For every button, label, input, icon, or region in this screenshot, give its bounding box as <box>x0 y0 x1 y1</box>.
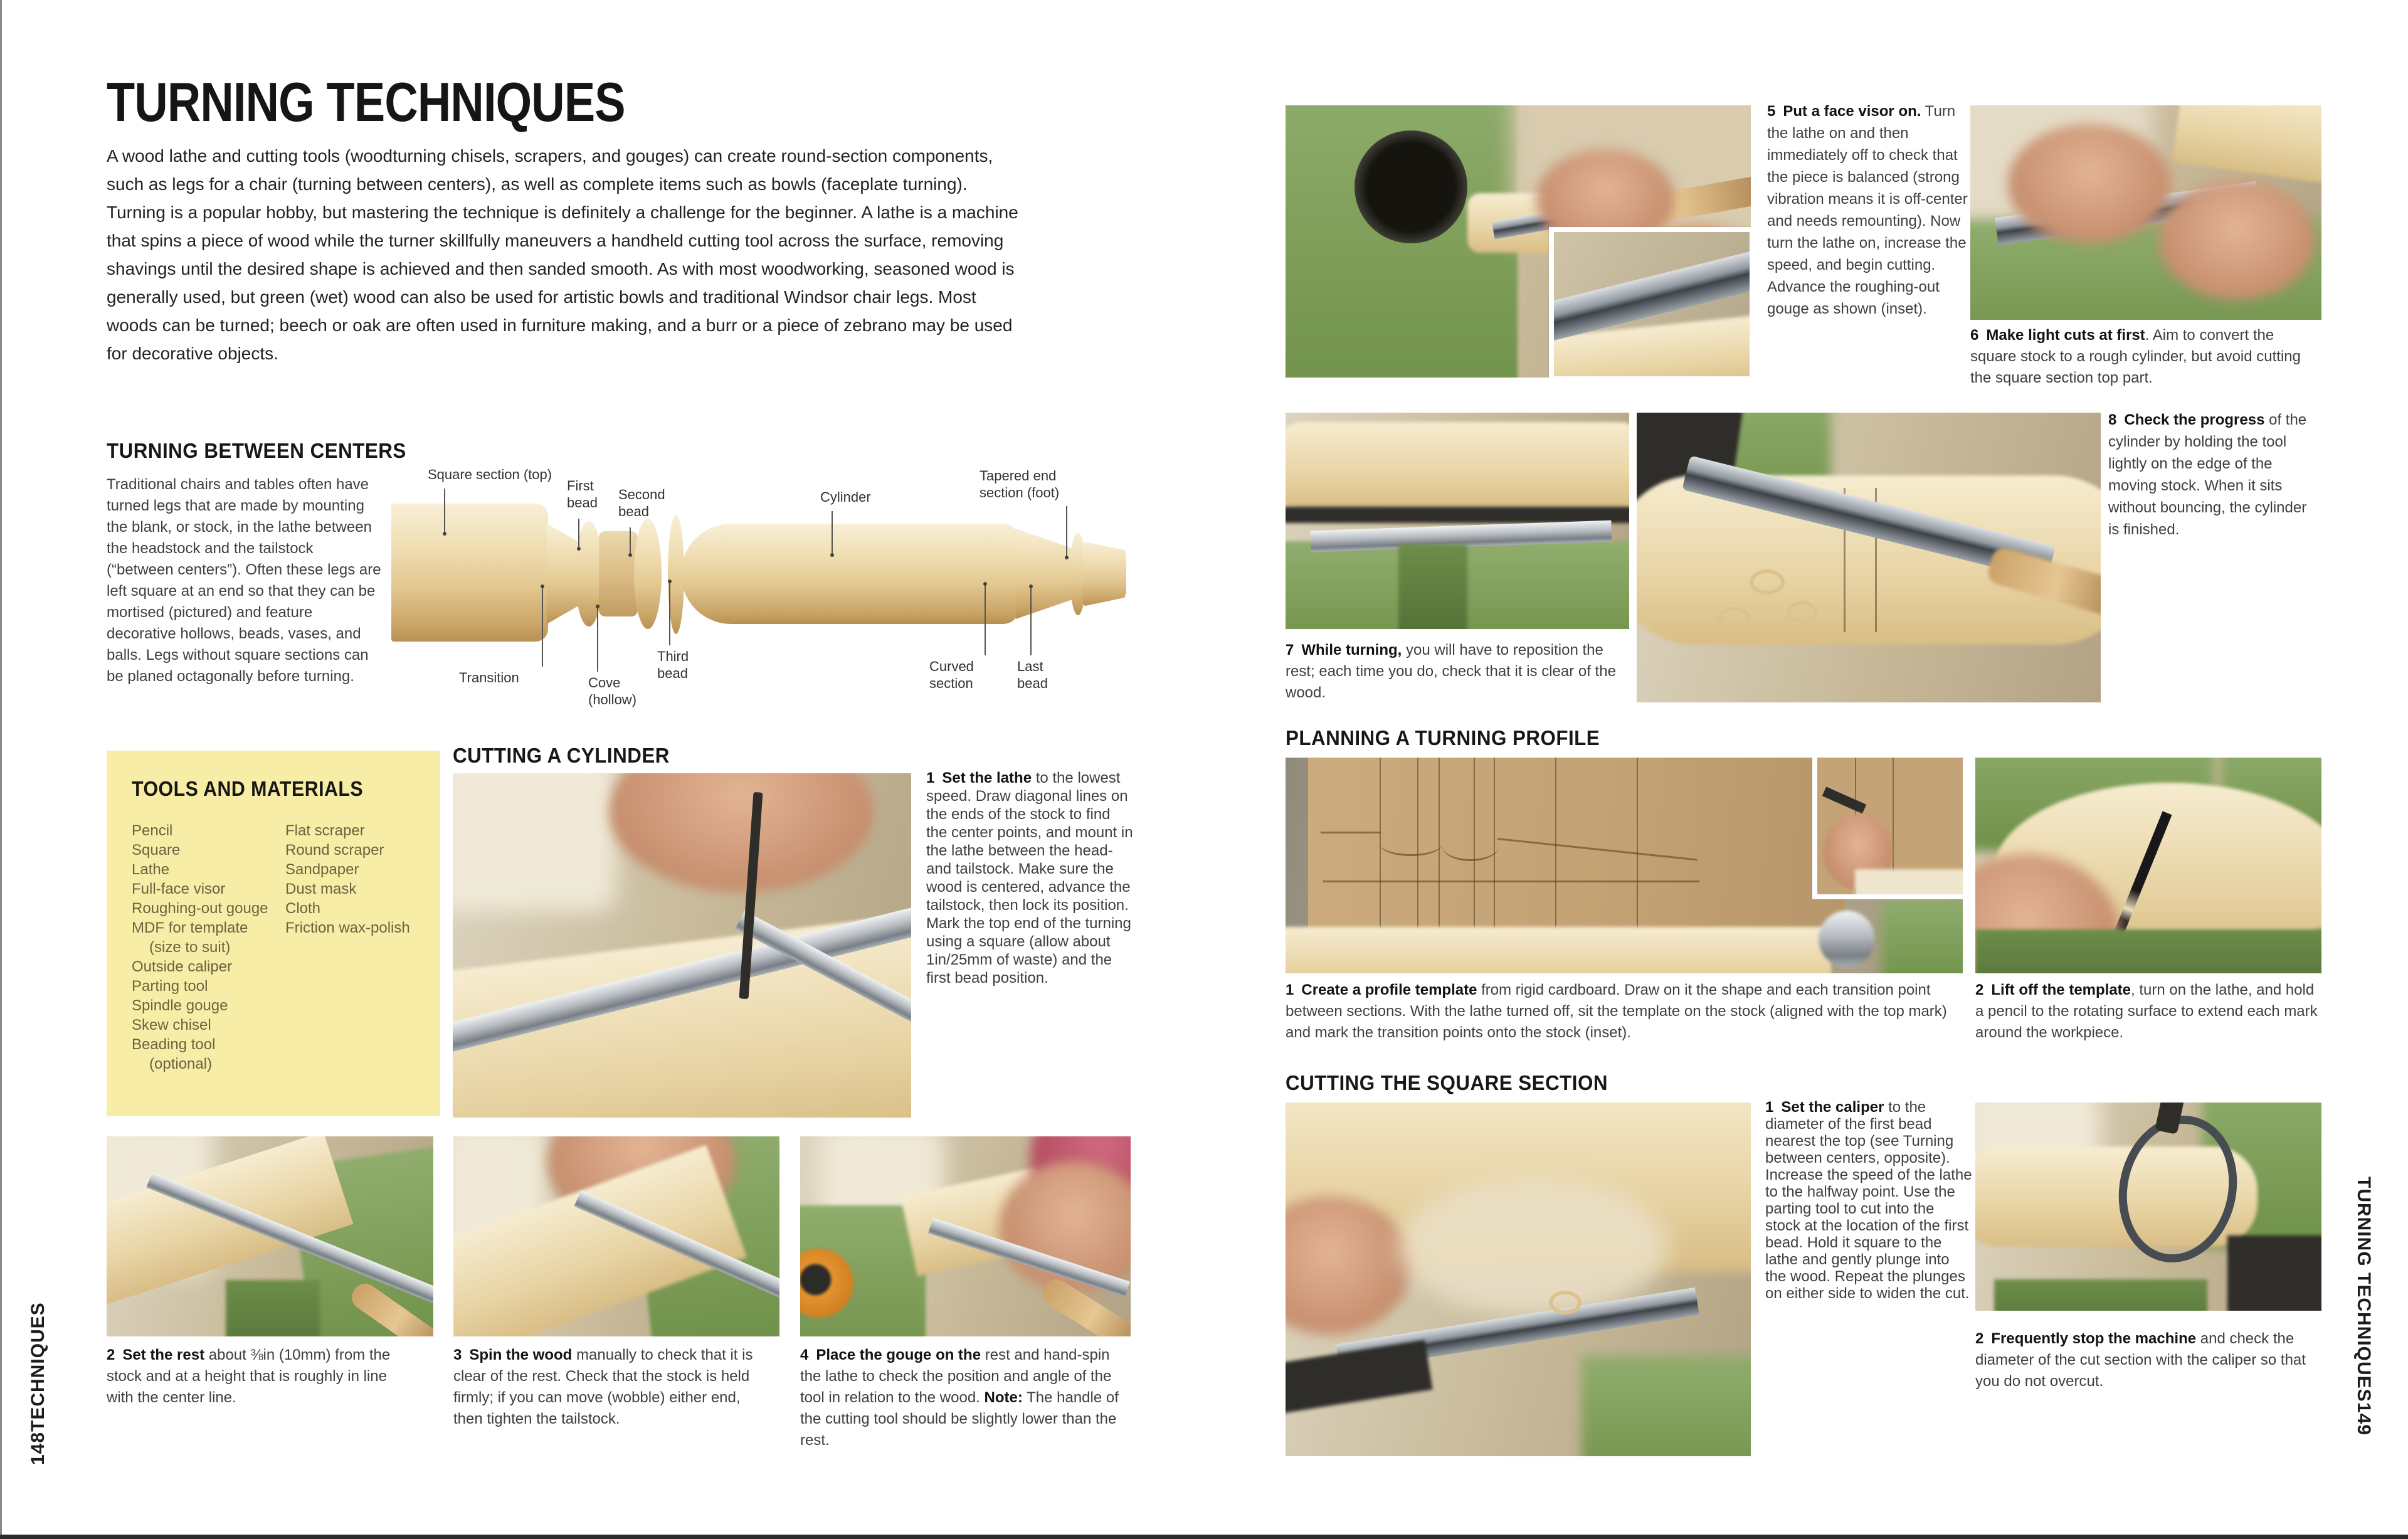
footer-section-label: TECHNIQUES <box>28 1302 48 1432</box>
step-number: 5 <box>1767 103 1776 120</box>
photo-shape-profile <box>1442 832 1499 861</box>
step-lead: While turning, <box>1301 642 1402 658</box>
step-lead: Place the gouge on the <box>816 1346 981 1363</box>
photo-shape-profile <box>1321 832 1381 833</box>
label-square-section: Square section (top) <box>428 467 552 482</box>
photo-reposition-rest <box>1286 413 1629 629</box>
note-text: The handle of the cutting tool should be slightly lower than the rest. <box>800 1389 1119 1449</box>
step-lead: Check the progress <box>2124 411 2265 428</box>
heading-cutting-a-cylinder: CUTTING A CYLINDER <box>453 744 670 767</box>
photo-shape-shaving <box>1718 607 1751 631</box>
intro-paragraph: A wood lathe and cutting tools (woodturning chisels, scrapers, and gouges) can create round-section components, such as legs for a chair (turning between centers), as well as complete items such as bowls (faceplate turning). Turning is a popular hobby, but mastering the technique is definitely a challenge for the beginner. A lathe is a machine that spins a piece of wood while the turner skillfully maneuvers a handheld cutting tool across the surface, removing shavings until the desired shape is achieved and then sanded smooth. As with most woodworking, seasoned wood is generally used, but green (wet) wood can also be used for artistic bowls and traditional Windsor chair legs. Most woods can be turned; beech or oak are often used in furniture making, and a burr or a piece of zebrano may be used for decorative objects. <box>107 146 1018 363</box>
leg-second-bead <box>634 519 662 629</box>
tool-item: (size to suit) <box>149 939 231 956</box>
tool-item: Sandpaper <box>285 861 359 878</box>
label-curved-section: Curved section <box>929 658 974 691</box>
tool-item: Outside caliper <box>132 958 233 975</box>
step-1-set-the-caliper <box>1765 1099 1972 1302</box>
step-number: 3 <box>453 1346 462 1363</box>
leader-line <box>597 606 598 672</box>
step-number: 1 <box>926 770 935 786</box>
photo-profile-template <box>1286 758 1963 973</box>
photo-face-visor-inset <box>1549 227 1751 378</box>
step-5-put-a-face-visor-on <box>1767 100 1972 320</box>
tool-item: Spindle gouge <box>132 997 228 1014</box>
photo-shape <box>1975 929 2321 973</box>
leader-line <box>630 527 631 555</box>
step-lead: Spin the wood <box>469 1346 573 1363</box>
photo-light-cuts <box>1970 105 2321 320</box>
photo-shape <box>1286 927 1831 973</box>
tool-item: Pencil <box>132 822 173 839</box>
tool-item: Parting tool <box>132 978 208 995</box>
leader-line <box>578 519 579 549</box>
tool-item: Square <box>132 842 181 859</box>
photo-shape <box>226 1280 320 1336</box>
caption-planning-step-1 <box>1286 980 1964 1044</box>
photo-profile-template-inset <box>1812 758 1963 899</box>
photo-shape <box>1819 911 1875 967</box>
footer-left <box>28 1269 49 1465</box>
photo-shape <box>1398 544 1467 629</box>
photo-shape-shaving <box>1549 1291 1582 1314</box>
caption-square-step-2 <box>1975 1328 2321 1392</box>
step-number: 8 <box>2108 411 2117 428</box>
leader-line <box>542 586 543 667</box>
label-cylinder: Cylinder <box>820 489 871 505</box>
photo-set-rest <box>107 1136 433 1336</box>
photo-shape-shaving <box>1787 601 1817 623</box>
leader-line <box>444 489 445 534</box>
step-lead: Set the rest <box>122 1346 205 1363</box>
label-third-bead: Third bead <box>657 648 689 681</box>
tool-item: Friction wax-polish <box>285 919 410 936</box>
step-text: rest and hand-spin the lathe to check the position and angle of the tool in relation to the wood. <box>800 1346 1112 1406</box>
turning-between-centers-body: Traditional chairs and tables often have turned legs that are made by mounting the blank, or stock, in the lathe between the headstock and the tailstock (“between centers”). Often these legs are left square at an end so that they can be mortised (pictured) and feature decorative hollows, beads, vases, and balls. Legs without square sections can be planed octagonally before turning. <box>107 476 381 685</box>
photo-parting-tool <box>1286 1103 1751 1456</box>
photo-shape <box>1582 1356 1751 1456</box>
step-number: 2 <box>1975 1330 1984 1347</box>
tools-and-materials-box <box>107 751 440 1116</box>
leg-curved-section <box>1016 529 1074 619</box>
leader-line <box>1030 586 1032 655</box>
step-lead: Set the caliper <box>1781 1099 1884 1116</box>
page-number: 149 <box>2353 1402 2374 1436</box>
heading-turning-between-centers: TURNING BETWEEN CENTERS <box>107 439 406 462</box>
step-8-check-the-progress <box>2108 409 2321 541</box>
caption-step-7 <box>1286 640 1629 704</box>
photo-shape-line <box>1637 758 1638 939</box>
tool-item: Dust mask <box>285 881 357 897</box>
label-transition: Transition <box>459 670 519 685</box>
photo-shape <box>1881 898 1963 973</box>
photo-shape-line <box>1380 758 1381 939</box>
step-lead: Create a profile template <box>1301 981 1477 998</box>
step-number: 2 <box>107 1346 115 1363</box>
photo-shape-dust <box>1398 1178 1668 1316</box>
step-text: and check the diameter of the cut section with the caliper so that you do not overcut. <box>1975 1330 2306 1390</box>
page-edge-bottom <box>0 1535 2408 1539</box>
step-number: 1 <box>1765 1099 1774 1116</box>
leg-foot <box>1082 541 1126 606</box>
label-last-bead: Last bead <box>1017 658 1048 691</box>
page-number: 148 <box>28 1431 48 1465</box>
step-text: to the lowest speed. Draw diagonal lines on the ends of the stock to find the center points, and mount in the lathe between the head- and tailstock. Make sure the wood is centered, advance the tailstock, then lock its position. Mark the top end of the turning using a square (allow about 1in/25mm of waste) and the first bead position. <box>926 770 1133 986</box>
photo-shape-line <box>1323 881 1699 882</box>
caption-step-6 <box>1970 325 2319 389</box>
step-lead: Lift off the template <box>1991 981 2131 998</box>
photo-check-progress <box>1637 413 2101 702</box>
caption-step-3 <box>453 1345 753 1430</box>
page-title: TURNING TECHNIQUES <box>107 71 625 133</box>
step-text: to the diameter of the first bead nearest the top (see Turning between centers, opposite). Increase the speed of the lathe to the halfway point. Use the parting tool to cut into the stock at the location of the first bead. Hold it square to the lathe and gently plunge into the wood. Repeat the plunges on either side to widen the cut. <box>1765 1099 1972 1302</box>
step-number: 6 <box>1970 327 1979 344</box>
photo-shape-chuck <box>1354 130 1467 243</box>
label-cove: Cove (hollow) <box>588 675 637 707</box>
photo-shape <box>2008 124 2171 243</box>
step-number: 2 <box>1975 981 1984 998</box>
photo-shape <box>1286 422 1629 510</box>
tool-item: Flat scraper <box>285 822 365 839</box>
step-lead: Make light cuts at first <box>1986 327 2145 344</box>
tools-column-1 <box>132 821 276 1074</box>
leader-line <box>1066 506 1067 558</box>
photo-mark-center <box>453 773 911 1118</box>
step-text: about ⅜in (10mm) from the stock and at a height that is roughly in line with the center line. <box>107 1346 391 1406</box>
step-lead: Set the lathe <box>942 770 1032 786</box>
note-label: Note: <box>984 1389 1023 1406</box>
step-number: 4 <box>800 1346 809 1363</box>
tool-item: Cloth <box>285 900 321 917</box>
tool-item: Full-face visor <box>132 881 226 897</box>
step-lead: Put a face visor on. <box>1783 103 1921 120</box>
photo-shape-profile <box>1380 832 1442 856</box>
label-second-bead: Second bead <box>618 487 665 519</box>
photo-shape-line <box>1555 758 1556 939</box>
photo-shape <box>1286 1340 1433 1417</box>
leg-cylinder <box>681 524 1020 624</box>
leg-transition <box>547 524 578 624</box>
footer-right <box>2353 1177 2374 1471</box>
heading-planning-a-turning-profile: PLANNING A TURNING PROFILE <box>1286 726 1600 749</box>
step-lead: Frequently stop the machine <box>1991 1330 2197 1347</box>
step-number: 7 <box>1286 642 1294 658</box>
photo-shape <box>2227 1235 2321 1311</box>
tool-item: Skew chisel <box>132 1017 211 1034</box>
step-text: manually to check that it is clear of the rest. Check that the stock is held firmly; if you can move (wobble) either end, then tighten the tailstock. <box>453 1346 753 1427</box>
photo-lift-template <box>1975 758 2321 973</box>
step-text: Turn the lathe on and then immediately off to check that the piece is balanced (strong vibration means it is off-center and needs remounting). Now turn the lathe on, increase the speed, and begin cutting. Advance the roughing-out gouge as shown (inset). <box>1767 103 1968 317</box>
tool-item: Round scraper <box>285 842 384 859</box>
photo-face-visor <box>1286 105 1751 378</box>
step-text: you will have to reposition the rest; each time you do, check that it is clear of the wood. <box>1286 642 1616 701</box>
tools-heading: TOOLS AND MATERIALS <box>132 777 364 800</box>
label-first-bead: First bead <box>567 478 598 510</box>
step-text: from rigid cardboard. Draw on it the shape and each transition point between sections. With the lathe turned off, sit the template on the stock (aligned with the top mark) and mark the transition points onto the stock (inset). <box>1286 981 1947 1041</box>
step-text: of the cylinder by holding the tool lightly on the edge of the moving stock. When it sits without bouncing, the cylinder is finished. <box>2108 411 2307 538</box>
step-number: 1 <box>1286 981 1294 998</box>
tool-item: Beading tool <box>132 1036 216 1053</box>
leader-line <box>985 584 986 655</box>
photo-shape <box>1855 869 1963 899</box>
photo-shape <box>2172 105 2321 186</box>
photo-caliper-check <box>1975 1103 2321 1311</box>
turned-leg-diagram <box>389 461 1129 731</box>
photo-shape <box>453 773 616 911</box>
tool-item: MDF for template <box>132 919 248 936</box>
photo-shape-shaving <box>1750 569 1785 595</box>
photo-shape <box>1994 1279 2207 1311</box>
step-1-set-the-lathe <box>926 769 1134 987</box>
tool-item: (optional) <box>149 1055 213 1072</box>
step-text: , turn on the lathe, and hold a pencil to the rotating surface to extend each mark around the workpiece. <box>1975 981 2318 1041</box>
photo-shape <box>610 773 873 892</box>
step-text: . Aim to convert the square stock to a rough cylinder, but avoid cutting the square section top part. <box>1970 327 2301 386</box>
heading-cutting-the-square-section: CUTTING THE SQUARE SECTION <box>1286 1071 1608 1094</box>
label-tapered-end: Tapered end section (foot) <box>980 468 1060 500</box>
page-edge-left <box>0 0 2 1539</box>
tool-item: Roughing-out gouge <box>132 900 268 917</box>
photo-place-gouge <box>800 1136 1131 1336</box>
leader-line <box>669 581 670 645</box>
caption-step-4 <box>800 1345 1121 1451</box>
caption-planning-step-2 <box>1975 980 2321 1044</box>
leader-line <box>832 511 833 555</box>
photo-shape <box>1286 507 1629 523</box>
leg-square-section <box>391 504 548 642</box>
tool-item: Lathe <box>132 861 170 878</box>
photo-spin-wood <box>453 1136 779 1336</box>
footer-section-label: TURNING TECHNIQUES <box>2353 1177 2374 1402</box>
leg-cove <box>599 531 638 616</box>
tools-column-2 <box>285 821 423 938</box>
caption-step-2 <box>107 1345 411 1409</box>
photo-shape <box>2158 181 2315 300</box>
